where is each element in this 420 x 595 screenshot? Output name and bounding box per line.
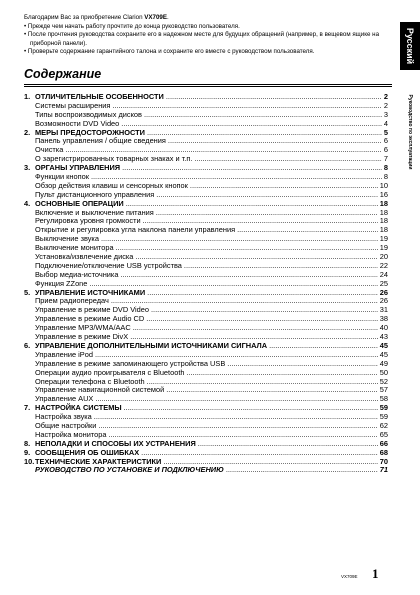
toc-dot-leader — [116, 244, 378, 253]
toc-entry-page: 16 — [379, 189, 388, 199]
footer-model: VX709E — [341, 574, 358, 579]
toc-entry-label: Общие настройки — [35, 420, 97, 430]
toc-entry-label: Управление навигационной системой — [35, 385, 165, 395]
language-tab — [400, 22, 420, 70]
toc-dot-leader — [226, 466, 378, 475]
toc-dot-leader — [190, 182, 378, 191]
toc-entry-label: Функции кнопок — [35, 172, 89, 182]
toc-dot-leader — [168, 137, 382, 146]
toc-entry-label: Управление в режиме DivX — [35, 332, 129, 342]
toc-entry-page: 10 — [379, 180, 388, 190]
toc-entry-label: Панель управления / общие сведения — [35, 136, 166, 146]
toc-dot-leader — [147, 129, 382, 138]
toc-entry-label: Управление в режиме запоминающего устройства USB — [35, 358, 226, 368]
toc-entry-page: 68 — [379, 447, 388, 457]
toc-dot-leader — [101, 235, 378, 244]
toc-entry-page: 2 — [383, 100, 388, 110]
toc-entry-page: 8 — [383, 172, 388, 182]
toc-dot-leader — [126, 200, 378, 209]
toc-entry-number: 3. — [24, 163, 31, 173]
toc-dot-leader — [198, 440, 378, 449]
toc-entry-page: 7 — [383, 154, 388, 164]
intro-thanks — [24, 14, 384, 23]
toc-entry-page: 2 — [383, 92, 388, 101]
toc-dot-leader — [194, 155, 382, 164]
toc-dot-leader — [156, 191, 378, 200]
toc-entry-page: 71 — [379, 465, 388, 475]
toc-entry-label: Пульт дистанционного управления — [35, 189, 155, 199]
intro-bullet-2: • После прочтения руководства сохраните его в надежном месте для будущих обращений (например, в вещевом ящике на приборной панели). — [24, 31, 380, 47]
toc-entry-label: Управление в режиме Audio CD — [35, 314, 145, 324]
toc-entry-page: 19 — [379, 234, 388, 244]
toc-dot-leader — [141, 449, 378, 458]
toc-entry-page: 22 — [379, 260, 388, 270]
toc-dot-leader — [166, 93, 382, 102]
toc-entry-page: 6 — [383, 145, 388, 155]
toc-dot-leader — [146, 315, 378, 324]
toc-entry-page: 38 — [379, 314, 388, 324]
toc-entry-label: Установка/извлечение диска — [35, 252, 134, 262]
toc-entry-label: РУКОВОДСТВО ПО УСТАНОВКЕ И ПОДКЛЮЧЕНИЮ — [35, 465, 224, 475]
toc-entry-number: 10. — [24, 456, 35, 466]
toc-entry-label: Управление в режиме DVD Video — [35, 305, 149, 315]
intro-bullet-1: • Прежде чем начать работу прочтите до конца руководство пользователя. — [24, 22, 240, 30]
toc-entry-label: Управление MP3/WMA/AAC — [35, 323, 131, 333]
toc-entry-label: Прием радиопередач — [35, 296, 109, 306]
toc-entry-page: 49 — [379, 358, 388, 368]
toc-entry-page: 26 — [379, 296, 388, 306]
toc-dot-leader — [147, 378, 378, 387]
toc-entry-page: 18 — [379, 207, 388, 217]
toc-entry-page: 62 — [379, 420, 388, 430]
toc-entry-page: 20 — [379, 252, 388, 262]
page-number: 1 — [372, 566, 379, 581]
toc-entry-page: 6 — [383, 136, 388, 146]
toc-entry-page: 50 — [379, 367, 388, 377]
toc-entry-number: 6. — [24, 340, 31, 350]
toc-entry-label: НАСТРОЙКА СИСТЕМЫ — [35, 403, 122, 413]
toc-entry-page: 25 — [379, 278, 388, 288]
toc-entry — [24, 137, 388, 146]
toc-entry-label: НЕПОЛАДКИ И СПОСОБЫ ИХ УСТРАНЕНИЯ — [35, 438, 196, 448]
section-tab — [400, 94, 420, 170]
toc-entry-label: О зарегистрированных товарных знаках и т.п. — [35, 154, 193, 164]
toc-entry-label: Настройка монитора — [35, 429, 107, 439]
toc-entry-page: 18 — [379, 198, 388, 208]
toc-entry-label: Настройка звука — [35, 412, 92, 422]
intro-model: VX709E — [144, 14, 167, 21]
toc-entry-number: 2. — [24, 127, 31, 137]
page-title: Содержание — [24, 67, 102, 81]
toc-dot-leader — [151, 306, 378, 315]
toc-entry — [24, 466, 388, 475]
toc-entry-label: МЕРЫ ПРЕДОСТОРОЖНОСТИ — [35, 127, 145, 137]
toc-dot-leader — [111, 297, 378, 306]
toc-entry-number: 4. — [24, 198, 31, 208]
toc-dot-leader — [237, 226, 378, 235]
intro-block — [24, 14, 384, 57]
toc-dot-leader — [120, 271, 377, 280]
toc-dot-leader — [227, 360, 378, 369]
toc-entry-number: 5. — [24, 287, 31, 297]
section-tab-label: Руководство по эксплуатации — [407, 94, 413, 170]
toc-entry-page: 45 — [379, 340, 388, 350]
toc-entry-label: ОТЛИЧИТЕЛЬНЫЕ ОСОБЕННОСТИ — [35, 92, 164, 101]
toc-dot-leader — [95, 395, 377, 404]
title-rule-bottom — [24, 86, 392, 87]
toc-entry-number: 9. — [24, 447, 31, 457]
language-tab-label: Русский — [405, 27, 415, 65]
toc-entry-number: 1. — [24, 92, 31, 101]
toc-entry-page: 59 — [379, 403, 388, 413]
toc-entry-label: Выбор медиа-источника — [35, 269, 119, 279]
toc-entry-label: ОРГАНЫ УПРАВЛЕНИЯ — [35, 163, 121, 173]
toc-entry-page: 3 — [383, 109, 388, 119]
toc-entry-page: 18 — [379, 225, 388, 235]
toc-dot-leader — [144, 111, 382, 120]
toc-entry-label: СООБЩЕНИЯ ОБ ОШИБКАХ — [35, 447, 140, 457]
toc-entry-page: 70 — [379, 456, 388, 466]
toc-entry-page: 43 — [379, 332, 388, 342]
toc-entry-page: 26 — [379, 287, 388, 297]
intro-thanks-text: Благодарим Вас за приобретение Clarion — [24, 14, 145, 21]
toc-entry-page: 40 — [379, 323, 388, 333]
toc-entry-label: ТЕХНИЧЕСКИЕ ХАРАКТЕРИСТИКИ — [35, 456, 162, 466]
toc-entry-page: 45 — [379, 349, 388, 359]
toc-entry-label: УПРАВЛЕНИЕ ИСТОЧНИКАМИ — [35, 287, 146, 297]
toc-entry-label: Типы воспроизводимых дисков — [35, 109, 142, 119]
toc-dot-leader — [122, 164, 382, 173]
toc-entry-label: Операции телефона с Bluetooth — [35, 376, 145, 386]
intro-bullet-3: • Проверьте содержание гарантийного талона и сохраните его вместе с руководством пользователя. — [24, 48, 315, 56]
toc-entry-page: 57 — [379, 385, 388, 395]
intro-thanks-end: . — [166, 14, 169, 21]
toc-dot-leader — [94, 413, 378, 422]
toc-entry-label: Возможности DVD Video — [35, 118, 120, 128]
toc-entry-number: 7. — [24, 403, 31, 413]
toc-entry-label: ОСНОВНЫЕ ОПЕРАЦИИ — [35, 198, 124, 208]
toc-dot-leader — [186, 369, 377, 378]
toc-dot-leader — [269, 342, 378, 351]
toc-entry-page: 8 — [383, 163, 388, 173]
toc-dot-leader — [98, 422, 377, 431]
toc-entry-label: Операции аудио проигрывателя с Bluetooth — [35, 367, 185, 377]
toc-dot-leader — [124, 404, 378, 413]
toc-entry-page: 5 — [383, 127, 388, 137]
toc-entry-label: Системы расширения — [35, 100, 111, 110]
toc-entry-page: 4 — [383, 118, 388, 128]
toc-dot-leader — [112, 102, 381, 111]
toc-entry-label: Управление AUX — [35, 394, 94, 404]
toc-entry-page: 18 — [379, 216, 388, 226]
toc-entry-label: Выключение монитора — [35, 243, 114, 253]
toc-entry-label: Выключение звука — [35, 234, 99, 244]
toc-entry-label: Включение и выключение питания — [35, 207, 154, 217]
toc-entry-page: 24 — [379, 269, 388, 279]
toc-entry-page: 65 — [379, 429, 388, 439]
toc-dot-leader — [147, 289, 378, 298]
toc-entry-page: 66 — [379, 438, 388, 448]
toc-entry-label: Подключение/отключение USB устройства — [35, 260, 182, 270]
toc-entry-label: Регулировка уровня громкости — [35, 216, 141, 226]
toc-entry-page: 52 — [379, 376, 388, 386]
toc-entry-page: 58 — [379, 394, 388, 404]
toc-dot-leader — [133, 324, 378, 333]
toc-entry-number: 8. — [24, 438, 31, 448]
toc-dot-leader — [166, 386, 378, 395]
toc-dot-leader — [121, 120, 382, 129]
toc-entry-page: 31 — [379, 305, 388, 315]
toc-entry-page: 19 — [379, 243, 388, 253]
toc-entry-label: Обзор действия клавиш и сенсорных кнопок — [35, 180, 188, 190]
toc-entry-label: УПРАВЛЕНИЕ ДОПОЛНИТЕЛЬНЫМИ ИСТОЧНИКАМИ СИГНАЛА — [35, 340, 268, 350]
table-of-contents — [24, 93, 388, 475]
toc-entry-label: Открытие и регулировка угла наклона панели управления — [35, 225, 236, 235]
toc-entry-label: Управление iPod — [35, 349, 93, 359]
toc-dot-leader — [156, 209, 378, 218]
title-rule-top — [24, 84, 392, 85]
toc-entry-page: 59 — [379, 412, 388, 422]
toc-entry-label: Функция ZZone — [35, 278, 88, 288]
toc-entry-label: Очистка — [35, 145, 64, 155]
toc-dot-leader — [184, 262, 378, 271]
